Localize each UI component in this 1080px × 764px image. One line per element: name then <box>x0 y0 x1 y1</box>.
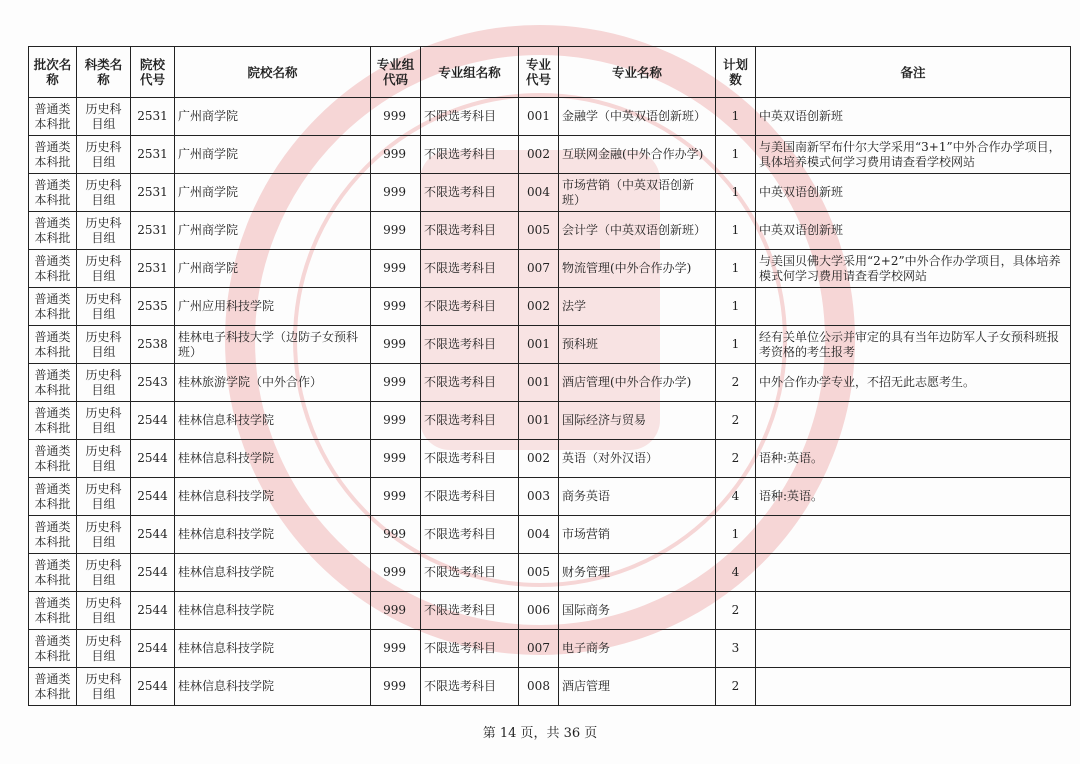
cell-remarks <box>756 630 1071 668</box>
header-group-code: 专业组代码 <box>371 47 421 98</box>
cell-group-name: 不限选考科目 <box>421 174 519 212</box>
cell-category: 历史科目组 <box>77 136 131 174</box>
cell-batch: 普通类本科批 <box>29 440 77 478</box>
cell-major-code: 004 <box>519 174 559 212</box>
cell-school-name: 桂林信息科技学院 <box>175 630 371 668</box>
header-major-name: 专业名称 <box>559 47 716 98</box>
cell-batch: 普通类本科批 <box>29 212 77 250</box>
header-category: 科类名称 <box>77 47 131 98</box>
cell-plan-count: 1 <box>716 516 756 554</box>
cell-plan-count: 1 <box>716 288 756 326</box>
cell-group-name: 不限选考科目 <box>421 440 519 478</box>
cell-school-code: 2535 <box>131 288 175 326</box>
cell-batch: 普通类本科批 <box>29 668 77 706</box>
cell-plan-count: 2 <box>716 440 756 478</box>
cell-major-code: 005 <box>519 554 559 592</box>
cell-group-code: 999 <box>371 98 421 136</box>
cell-group-code: 999 <box>371 516 421 554</box>
cell-school-code: 2531 <box>131 174 175 212</box>
cell-school-name: 桂林信息科技学院 <box>175 668 371 706</box>
cell-category: 历史科目组 <box>77 364 131 402</box>
cell-plan-count: 1 <box>716 136 756 174</box>
cell-remarks <box>756 288 1071 326</box>
cell-group-name: 不限选考科目 <box>421 212 519 250</box>
cell-group-name: 不限选考科目 <box>421 98 519 136</box>
cell-school-code: 2538 <box>131 326 175 364</box>
cell-major-name: 酒店管理(中外合作办学) <box>559 364 716 402</box>
cell-remarks <box>756 554 1071 592</box>
cell-category: 历史科目组 <box>77 478 131 516</box>
cell-plan-count: 3 <box>716 630 756 668</box>
cell-major-code: 006 <box>519 592 559 630</box>
table-row <box>29 478 1071 516</box>
cell-batch: 普通类本科批 <box>29 554 77 592</box>
cell-school-name: 桂林旅游学院（中外合作） <box>175 364 371 402</box>
cell-school-code: 2531 <box>131 250 175 288</box>
cell-school-name: 桂林信息科技学院 <box>175 554 371 592</box>
cell-group-code: 999 <box>371 174 421 212</box>
cell-remarks: 中英双语创新班 <box>756 98 1071 136</box>
header-major-code: 专业代号 <box>519 47 559 98</box>
cell-group-name: 不限选考科目 <box>421 478 519 516</box>
cell-major-name: 预科班 <box>559 326 716 364</box>
cell-school-name: 广州商学院 <box>175 174 371 212</box>
cell-category: 历史科目组 <box>77 98 131 136</box>
cell-remarks: 中英双语创新班 <box>756 212 1071 250</box>
cell-school-name: 桂林信息科技学院 <box>175 516 371 554</box>
admission-plan-table <box>28 46 1071 706</box>
cell-plan-count: 2 <box>716 668 756 706</box>
cell-major-name: 电子商务 <box>559 630 716 668</box>
cell-batch: 普通类本科批 <box>29 288 77 326</box>
cell-category: 历史科目组 <box>77 250 131 288</box>
cell-group-name: 不限选考科目 <box>421 402 519 440</box>
cell-major-name: 国际商务 <box>559 592 716 630</box>
cell-group-code: 999 <box>371 478 421 516</box>
cell-major-name: 酒店管理 <box>559 668 716 706</box>
cell-category: 历史科目组 <box>77 288 131 326</box>
header-school-code: 院校代号 <box>131 47 175 98</box>
cell-plan-count: 1 <box>716 250 756 288</box>
page-number: 第 14 页，共 36 页 <box>482 726 598 741</box>
cell-major-name: 会计学（中英双语创新班） <box>559 212 716 250</box>
cell-remarks <box>756 592 1071 630</box>
cell-plan-count: 2 <box>716 402 756 440</box>
table-row <box>29 288 1071 326</box>
cell-remarks: 语种:英语。 <box>756 440 1071 478</box>
cell-major-code: 007 <box>519 630 559 668</box>
cell-group-name: 不限选考科目 <box>421 630 519 668</box>
cell-school-code: 2544 <box>131 478 175 516</box>
cell-school-name: 广州商学院 <box>175 98 371 136</box>
cell-group-name: 不限选考科目 <box>421 516 519 554</box>
cell-major-name: 英语（对外汉语） <box>559 440 716 478</box>
table-row <box>29 554 1071 592</box>
cell-batch: 普通类本科批 <box>29 98 77 136</box>
cell-major-name: 国际经济与贸易 <box>559 402 716 440</box>
table-row <box>29 364 1071 402</box>
cell-batch: 普通类本科批 <box>29 478 77 516</box>
cell-group-name: 不限选考科目 <box>421 554 519 592</box>
cell-major-name: 金融学（中英双语创新班） <box>559 98 716 136</box>
cell-major-code: 002 <box>519 136 559 174</box>
cell-school-name: 桂林电子科技大学（边防子女预科班） <box>175 326 371 364</box>
header-remarks: 备注 <box>756 47 1071 98</box>
cell-school-code: 2543 <box>131 364 175 402</box>
cell-school-name: 广州商学院 <box>175 250 371 288</box>
cell-school-name: 桂林信息科技学院 <box>175 478 371 516</box>
table-header-row <box>29 47 1071 98</box>
cell-remarks: 中英双语创新班 <box>756 174 1071 212</box>
cell-remarks: 与美国贝佛大学采用“2+2”中外合作办学项目，具体培养模式何学习费用请查看学校网站 <box>756 250 1071 288</box>
cell-plan-count: 1 <box>716 98 756 136</box>
cell-batch: 普通类本科批 <box>29 592 77 630</box>
cell-major-name: 市场营销（中英双语创新班） <box>559 174 716 212</box>
cell-group-name: 不限选考科目 <box>421 364 519 402</box>
cell-category: 历史科目组 <box>77 402 131 440</box>
cell-plan-count: 1 <box>716 326 756 364</box>
table-row <box>29 174 1071 212</box>
cell-school-code: 2531 <box>131 136 175 174</box>
cell-major-code: 001 <box>519 402 559 440</box>
cell-batch: 普通类本科批 <box>29 174 77 212</box>
cell-major-code: 001 <box>519 98 559 136</box>
header-school-name: 院校名称 <box>175 47 371 98</box>
cell-school-code: 2544 <box>131 630 175 668</box>
cell-school-code: 2544 <box>131 440 175 478</box>
cell-group-code: 999 <box>371 592 421 630</box>
cell-major-code: 008 <box>519 668 559 706</box>
cell-plan-count: 1 <box>716 174 756 212</box>
table-row <box>29 440 1071 478</box>
cell-remarks: 中外合作办学专业，不招无此志愿考生。 <box>756 364 1071 402</box>
cell-batch: 普通类本科批 <box>29 326 77 364</box>
cell-major-name: 物流管理(中外合作办学) <box>559 250 716 288</box>
cell-category: 历史科目组 <box>77 592 131 630</box>
cell-major-name: 法学 <box>559 288 716 326</box>
cell-school-name: 桂林信息科技学院 <box>175 592 371 630</box>
cell-batch: 普通类本科批 <box>29 630 77 668</box>
cell-category: 历史科目组 <box>77 174 131 212</box>
cell-group-code: 999 <box>371 288 421 326</box>
cell-category: 历史科目组 <box>77 668 131 706</box>
cell-category: 历史科目组 <box>77 212 131 250</box>
cell-school-name: 广州商学院 <box>175 212 371 250</box>
cell-category: 历史科目组 <box>77 554 131 592</box>
cell-remarks <box>756 402 1071 440</box>
cell-group-code: 999 <box>371 554 421 592</box>
cell-major-code: 002 <box>519 288 559 326</box>
cell-major-code: 003 <box>519 478 559 516</box>
table-row <box>29 516 1071 554</box>
cell-group-name: 不限选考科目 <box>421 136 519 174</box>
cell-category: 历史科目组 <box>77 326 131 364</box>
cell-group-name: 不限选考科目 <box>421 250 519 288</box>
cell-major-code: 001 <box>519 364 559 402</box>
cell-plan-count: 4 <box>716 478 756 516</box>
cell-remarks: 与美国南新罕布什尔大学采用“3+1”中外合作办学项目，具体培养模式何学习费用请查看学校网站 <box>756 136 1071 174</box>
cell-major-code: 004 <box>519 516 559 554</box>
header-batch: 批次名称 <box>29 47 77 98</box>
cell-group-code: 999 <box>371 326 421 364</box>
cell-group-code: 999 <box>371 136 421 174</box>
cell-major-name: 互联网金融(中外合作办学) <box>559 136 716 174</box>
cell-school-code: 2544 <box>131 668 175 706</box>
cell-major-name: 市场营销 <box>559 516 716 554</box>
table-row <box>29 630 1071 668</box>
header-plan-count: 计划数 <box>716 47 756 98</box>
table-row <box>29 592 1071 630</box>
cell-plan-count: 4 <box>716 554 756 592</box>
cell-major-code: 007 <box>519 250 559 288</box>
cell-category: 历史科目组 <box>77 440 131 478</box>
cell-school-name: 广州商学院 <box>175 136 371 174</box>
cell-group-name: 不限选考科目 <box>421 326 519 364</box>
cell-plan-count: 1 <box>716 212 756 250</box>
cell-batch: 普通类本科批 <box>29 364 77 402</box>
table-row <box>29 668 1071 706</box>
cell-group-code: 999 <box>371 668 421 706</box>
cell-group-code: 999 <box>371 212 421 250</box>
cell-plan-count: 2 <box>716 364 756 402</box>
cell-school-code: 2544 <box>131 554 175 592</box>
cell-group-code: 999 <box>371 440 421 478</box>
table-row <box>29 212 1071 250</box>
cell-remarks: 语种:英语。 <box>756 478 1071 516</box>
cell-school-code: 2531 <box>131 98 175 136</box>
cell-category: 历史科目组 <box>77 516 131 554</box>
cell-school-name: 广州应用科技学院 <box>175 288 371 326</box>
cell-group-name: 不限选考科目 <box>421 288 519 326</box>
table-row <box>29 402 1071 440</box>
cell-school-name: 桂林信息科技学院 <box>175 402 371 440</box>
header-group-name: 专业组名称 <box>421 47 519 98</box>
cell-group-code: 999 <box>371 364 421 402</box>
cell-batch: 普通类本科批 <box>29 136 77 174</box>
cell-batch: 普通类本科批 <box>29 516 77 554</box>
cell-batch: 普通类本科批 <box>29 250 77 288</box>
table-row <box>29 98 1071 136</box>
cell-remarks <box>756 516 1071 554</box>
cell-group-code: 999 <box>371 250 421 288</box>
cell-group-code: 999 <box>371 630 421 668</box>
cell-batch: 普通类本科批 <box>29 402 77 440</box>
cell-school-code: 2544 <box>131 592 175 630</box>
cell-school-code: 2531 <box>131 212 175 250</box>
cell-major-name: 财务管理 <box>559 554 716 592</box>
cell-school-code: 2544 <box>131 516 175 554</box>
cell-remarks: 经有关单位公示并审定的具有当年边防军人子女预科班报考资格的考生报考 <box>756 326 1071 364</box>
cell-major-code: 002 <box>519 440 559 478</box>
cell-major-code: 001 <box>519 326 559 364</box>
cell-school-code: 2544 <box>131 402 175 440</box>
cell-major-name: 商务英语 <box>559 478 716 516</box>
cell-remarks <box>756 668 1071 706</box>
cell-group-name: 不限选考科目 <box>421 668 519 706</box>
cell-group-name: 不限选考科目 <box>421 592 519 630</box>
cell-major-code: 005 <box>519 212 559 250</box>
table-row <box>29 136 1071 174</box>
cell-school-name: 桂林信息科技学院 <box>175 440 371 478</box>
table-row <box>29 326 1071 364</box>
cell-category: 历史科目组 <box>77 630 131 668</box>
cell-plan-count: 2 <box>716 592 756 630</box>
cell-group-code: 999 <box>371 402 421 440</box>
table-row <box>29 250 1071 288</box>
